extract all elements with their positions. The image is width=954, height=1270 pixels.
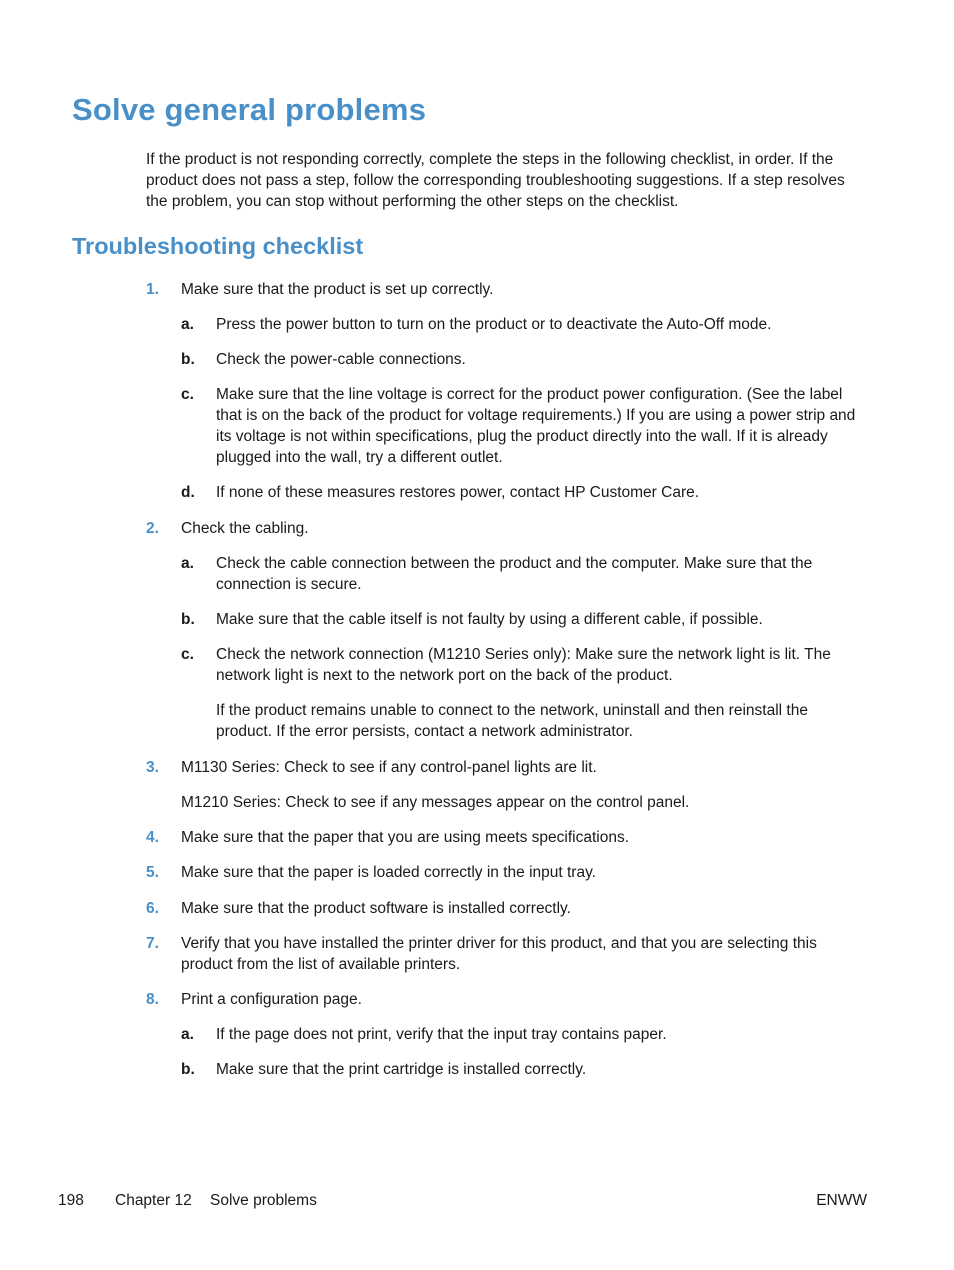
step-number: 1. [146,281,159,298]
intro-paragraph: If the product is not responding correctly, complete the steps in the following checklist, in order. If the product does not pass a step, follow the corresponding troubleshooting suggestions. If a step resolves the problem, you can stop without performing the other steps on the checklist. [146,151,845,210]
substep-text: Press the power button to turn on the product or to deactivate the Auto-Off mode. [216,316,772,333]
section-title: Troubleshooting checklist [72,233,364,259]
step-number: 3. [146,759,159,776]
substep-letter: b. [181,611,195,628]
footer-label: ENWW [816,1192,867,1209]
substep-text: If none of these measures restores power, contact HP Customer Care. [216,484,700,501]
step-number: 8. [146,991,159,1008]
step-text: M1130 Series: Check to see if any control-panel lights are lit. [181,759,597,776]
step-number: 2. [146,520,159,537]
substep-letter: b. [181,351,195,368]
substep-letter: c. [181,386,194,403]
step-text: Make sure that the product is set up correctly. [181,281,494,298]
step-number: 6. [146,900,159,917]
footer-chapter-title: Solve problems [210,1192,317,1209]
substep-letter: a. [181,316,194,333]
substep-text: If the page does not print, verify that the input tray contains paper. [216,1026,667,1043]
footer-page-number: 198 [58,1192,84,1209]
step-number: 5. [146,864,159,881]
substep-text: Make sure that the line voltage is correct for the product power configuration. (See the label that is on the back of the product for voltage requirements.) If you are using a power strip and its voltage is not within specifications, plug the product directly into the wall. If it is already plugged into the wall, try a different outlet. [216,386,856,466]
step-text: Print a configuration page. [181,991,362,1008]
footer-chapter: Chapter 12 [115,1192,192,1209]
substep-note: If the product remains unable to connect to the network, uninstall and then reinstall the product. If the error persists, contact a network administrator. [216,702,808,740]
page-title: Solve general problems [72,92,427,127]
substep-text: Make sure that the cable itself is not faulty by using a different cable, if possible. [216,611,763,628]
step-text: Make sure that the product software is installed correctly. [181,900,571,917]
step-number: 4. [146,829,159,846]
substep-letter: d. [181,484,195,501]
substep-letter: a. [181,555,194,572]
substep-letter: b. [181,1061,195,1078]
substep-text: Check the network connection (M1210 Series only): Make sure the network light is lit. The network light is next to the network port on the back of the product. [216,646,831,684]
substep-text: Check the cable connection between the product and the computer. Make sure that the connection is secure. [216,555,813,593]
substep-text: Make sure that the print cartridge is installed correctly. [216,1061,587,1078]
step-text: Make sure that the paper that you are using meets specifications. [181,829,630,846]
substep-letter: a. [181,1026,194,1043]
step-text: Verify that you have installed the printer driver for this product, and that you are selecting this product from the list of available printers. [181,935,817,973]
substep-text: Check the power-cable connections. [216,351,466,368]
step-text: Check the cabling. [181,520,309,537]
step-number: 7. [146,935,159,952]
substep-letter: c. [181,646,194,663]
step-text: Make sure that the paper is loaded correctly in the input tray. [181,864,596,881]
step-note: M1210 Series: Check to see if any messages appear on the control panel. [181,794,690,811]
